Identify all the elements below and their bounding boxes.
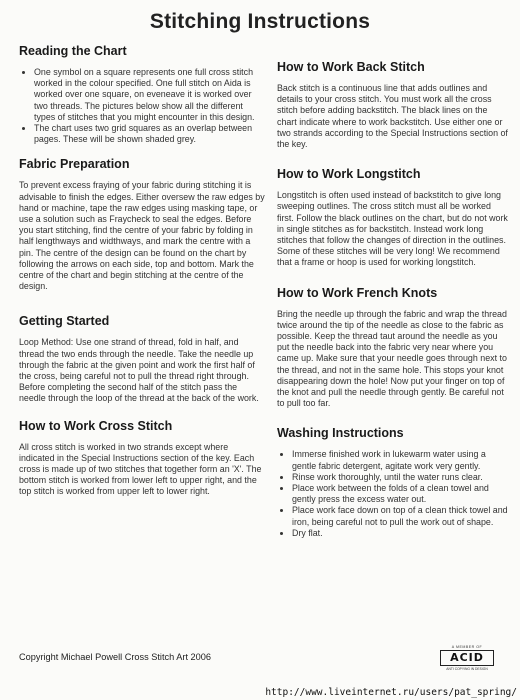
cross-stitch-text: All cross stitch is worked in two strands except where indicated in the Special Instructions section of the key. Each cross is made up of two stitches that together form an 'X'. The bottom stitch is worked from lower left to upper right, and the top stitch is worked from upper left to lower right. [19,441,262,497]
logo-tagline: ANTI COPYING IN DESIGN [446,667,488,671]
list-item: • Dry flat. [292,528,509,539]
getting-started-section [19,314,265,404]
washing-list [277,449,509,539]
longstitch-section [277,167,509,268]
washing-section [277,426,509,539]
longstitch-text: Longstitch is often used instead of backstitch to give long sweeping outlines. The cross stitch must all be worked first. Follow the black outlines on the chart, but do not work in single stitches as for backstitch. Instead work long stitches that follow the changes of direction in the outlines. Some of these stitches will be very long! We recommend that a frame or hoop is used for working longstitch. [277,190,508,268]
fabric-preparation-text: To prevent excess fraying of your fabric during stitching it is advisable to finish the edges. Either oversew the raw edges by hand or machine, tape the raw edges using masking tape, or use a solution such as Fraycheck to seal the edges. Before you start stitching, find the centre of your fabric by folding in half lengthways and widthways, and mark the centre with a pin. The centre of the design can be found on the chart by following the arrows on each side, top and bottom. Mark the centre of the chart and begin stitching at the centre of the design. [19,180,265,292]
reading-chart-list [19,67,265,145]
back-stitch-text: Back stitch is a continuous line that adds outlines and details to your cross stitch. You must work all the cross stitch before adding backstitch. The black lines on the chart indicate where to work backstitch. Use either one or two strands according to the Special Instructions section of the key. [277,83,508,150]
reading-chart-heading: Reading the Chart [19,44,127,58]
right-column [277,60,509,556]
cross-stitch-heading: How to Work Cross Stitch [19,418,173,433]
acid-logo [438,645,496,675]
list-item: • Rinse work thoroughly, until the water runs clear. [292,472,509,483]
back-stitch-heading: How to Work Back Stitch [277,60,425,74]
fabric-preparation-section [19,157,265,292]
list-item: • The chart uses two grid squares as an overlap between pages. These will be shown shaded grey. [34,123,265,145]
getting-started-text: Loop Method: Use one strand of thread, fold in half, and thread the two ends through the needle. Take the needle up through the fabric at the given point and work the first half of the cross, being careful not to pull the thread right through. Before completing the second half of the stitch pass the needle through the loop of the thread at the back of the work. [19,337,259,404]
list-item: • One symbol on a square represents one full cross stitch worked in the colour specified. One full stitch on Aida is worked over one square, on eveneave it is worked over two threads. The pictures below show all the different types of stitches that you might encounter in this design. [34,67,265,123]
longstitch-heading: How to Work Longstitch [277,167,421,182]
back-stitch-section [277,60,509,150]
cross-stitch-section [19,419,265,498]
getting-started-heading: Getting Started [19,314,110,329]
left-column [19,44,265,512]
washing-heading: Washing Instructions [277,426,404,441]
french-knots-heading: How to Work French Knots [277,285,438,300]
page-title: Stitching Instructions [149,10,371,33]
list-item: • Place work between the folds of a clean towel and gently press the excess water out. [292,483,509,505]
reading-chart-section [19,44,265,145]
fabric-preparation-heading: Fabric Preparation [19,157,130,172]
logo-mark: ACID [440,650,494,666]
list-item: • Place work face down on top of a clean thick towel and iron, being careful not to pull the work out of shape. [292,505,509,527]
logo-member-text: A MEMBER OF [451,645,483,649]
french-knots-section [277,286,509,410]
list-item: • Immerse finished work in lukewarm water using a gentle fabric detergent, agitate work very gently. [292,449,509,471]
copyright-notice: Copyright Michael Powell Cross Stitch Art 2006 [19,652,211,662]
french-knots-text: Bring the needle up through the fabric and wrap the thread twice around the tip of the needle as close to the fabric as possible. Keep the thread taut around the needle as you put the needle back into the fabric very near where you came up. Make sure that your needle goes through next to the thread, and not in the same hole. This stops your knot disappearing down the hole! Now put your finger on top of the knot and pull the needle through gently. Be careful not to pull too far. [277,308,507,409]
source-url: http://www.liveinternet.ru/users/pat_spring/ [265,687,517,698]
